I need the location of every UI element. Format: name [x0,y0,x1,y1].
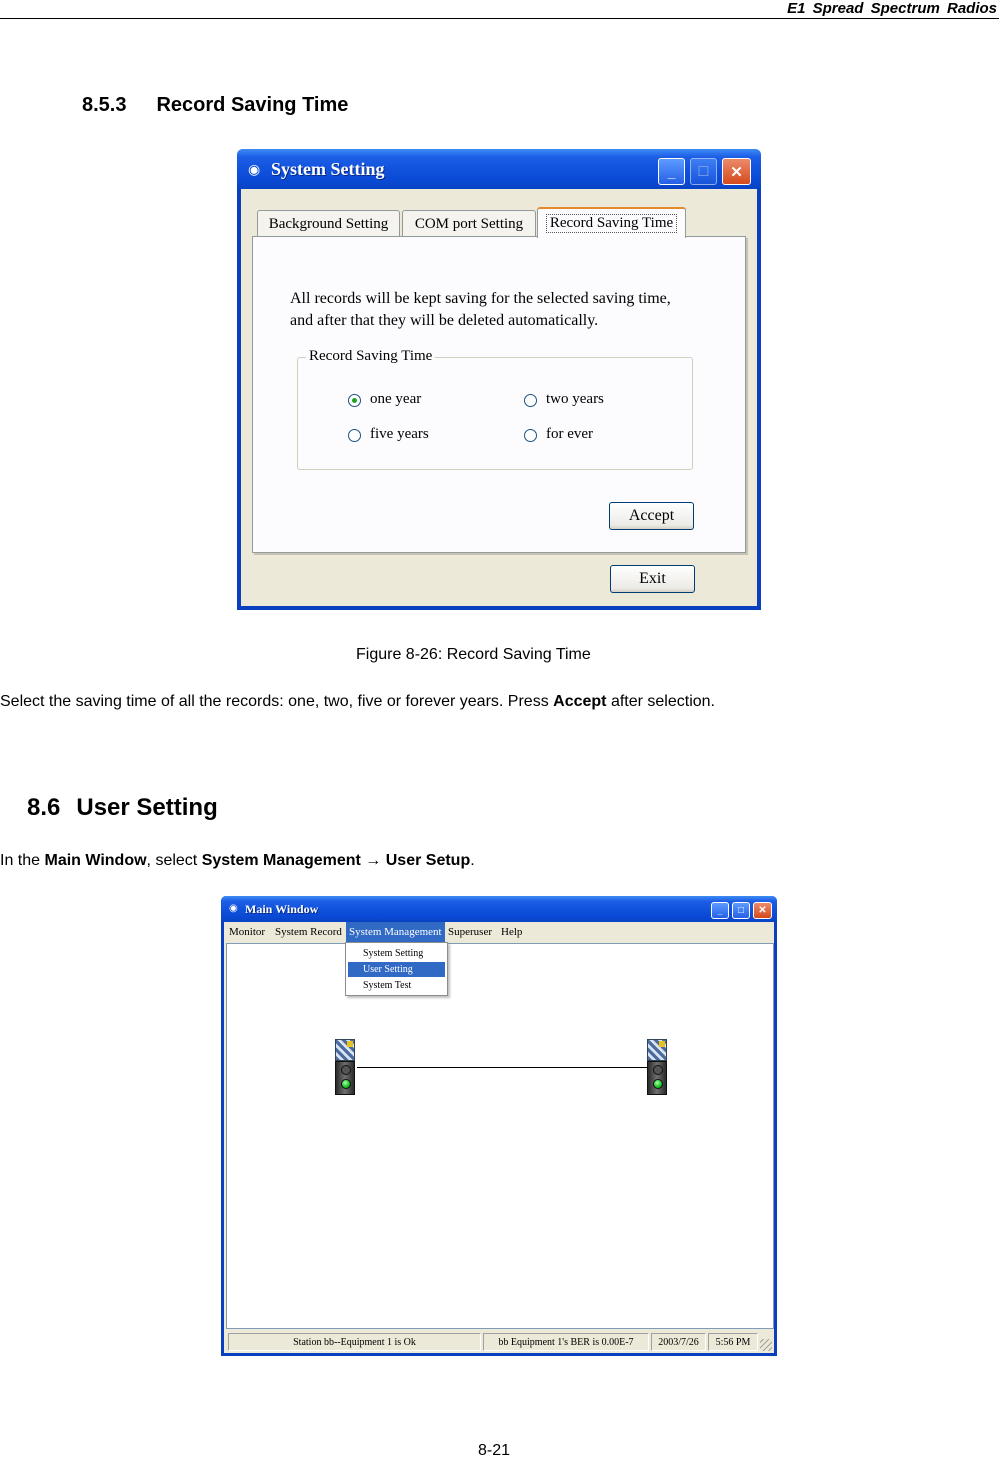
eye-icon: ◉ [248,161,261,177]
section-number: 8.5.3 [82,94,127,116]
traffic-light-icon [335,1061,355,1095]
menu-monitor[interactable]: Monitor [229,926,266,938]
tab-com-port-setting[interactable] [402,210,536,237]
menu-item-system-test[interactable]: System Test [363,980,412,991]
system-management-dropdown [345,942,448,996]
radio-label: five years [370,426,429,442]
radio-two-years[interactable] [524,394,537,407]
dialog-title: System Setting [271,159,385,179]
status-pane-time: 5:56 PM [708,1333,758,1351]
section-title: User Setting [76,794,218,821]
status-pane-station: Station bb--Equipment 1 is Ok [228,1333,481,1351]
dialog-title: Main Window [245,902,319,916]
tab-background-setting[interactable] [257,210,400,237]
group-label: Record Saving Time [306,348,435,365]
station-equipment-right[interactable] [646,1039,668,1095]
close-button[interactable]: ✕ [753,902,772,919]
record-saving-time-group [297,348,693,470]
light-green [653,1079,663,1089]
radio-for-ever[interactable] [524,429,537,442]
paragraph-text: In the [0,852,45,869]
main-window-dialog [221,896,777,1356]
eye-icon: ◉ [229,903,238,914]
dialog-titlebar [237,149,761,189]
radio-one-year[interactable] [348,394,361,407]
header-rule [0,18,999,19]
accept-button[interactable]: Accept [609,502,694,530]
section-title: Record Saving Time [156,94,349,116]
system-setting-dialog [237,149,761,610]
traffic-light-icon [647,1061,667,1095]
description-text [290,288,671,332]
paragraph-text: Select the saving time of all the records: one, two, five or forever years. Press [0,693,554,710]
minimize-button[interactable]: _ [711,902,729,919]
menu-system-record[interactable]: System Record [275,926,342,938]
resize-grip-icon[interactable] [760,1339,772,1351]
radio-label: one year [370,391,422,407]
paragraph-bold: System Management [201,852,361,869]
dialog-client [224,922,774,1353]
exit-button[interactable]: Exit [610,565,695,593]
instruction-paragraph [0,693,715,711]
maximize-button: □ [690,158,717,185]
menu-item-user-setting[interactable]: User Setting [348,962,445,977]
paragraph-bold: Accept [553,693,607,710]
light-off [653,1065,663,1075]
radio-five-years[interactable] [348,429,361,442]
tab-label: COM port Setting [414,215,524,232]
menu-item-system-setting[interactable]: System Setting [363,948,424,959]
menu-help[interactable]: Help [501,926,523,938]
dialog-titlebar [221,896,777,922]
antenna-icon [335,1039,355,1061]
paragraph-bold: Main Window [44,852,147,869]
page-number: 8-21 [478,1442,511,1459]
section-heading-86 [27,794,218,822]
running-header: E1 Spread Spectrum Radios [787,0,997,17]
status-pane-ber: bb Equipment 1's BER is 0.00E-7 [483,1333,649,1351]
paragraph-text: . [470,852,475,869]
main-window-paragraph [0,852,475,870]
description-line: and after that they will be deleted automatically. [290,312,599,329]
radio-label: for ever [546,426,594,442]
tab-panel [252,236,746,553]
figure-caption: Figure 8-26: Record Saving Time [356,646,591,663]
station-equipment-left[interactable] [334,1039,356,1095]
arrow-icon: → [360,852,386,869]
paragraph-bold: User Setup [385,852,471,869]
link-line [357,1067,662,1068]
light-off [341,1065,351,1075]
minimize-button[interactable]: _ [658,158,685,185]
status-pane-date: 2003/7/26 [651,1333,706,1351]
tab-record-saving-time[interactable] [537,207,686,238]
status-bar [226,1330,774,1353]
antenna-icon [647,1039,667,1061]
network-workspace [226,943,774,1329]
description-line: All records will be kept saving for the selected saving time, [290,290,671,307]
light-green [341,1079,351,1089]
section-number: 8.6 [27,794,61,821]
tab-label: Record Saving Time [546,214,677,233]
section-heading-853 [82,94,348,117]
radio-label: two years [546,391,604,407]
menu-system-management[interactable]: System Management [346,922,445,942]
maximize-button[interactable]: □ [732,902,750,919]
close-button[interactable]: ✕ [722,158,751,185]
menu-superuser[interactable]: Superuser [448,926,492,938]
paragraph-text: after selection. [606,693,715,710]
paragraph-text: , select [146,852,202,869]
dialog-client [241,189,757,606]
tab-label: Background Setting [268,215,389,232]
